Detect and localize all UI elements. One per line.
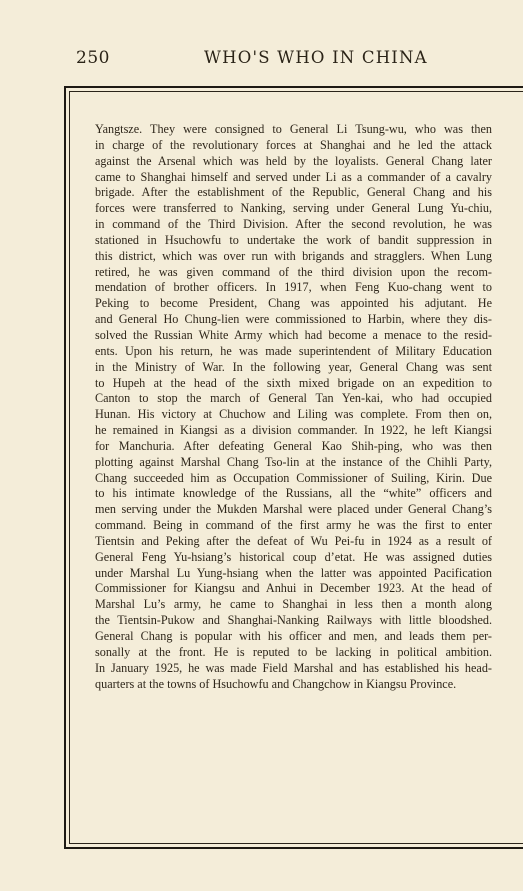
text-line: forces were transferred to Nanking, serving under General Lung Yu-chiu, <box>95 201 492 216</box>
text-line: quarters at the towns of Hsuchowfu and Changchow in Kiangsu Province. <box>95 676 457 691</box>
text-line: plotting against Marshal Chang Tso-lin at the instance of the Chihli Party, <box>95 454 492 469</box>
text-line: Marshal Lu’s army, he came to Shanghai in less then a month along <box>95 597 492 612</box>
text-line: to his intimate knowledge of the Russians, all the “white” officers and <box>95 486 492 501</box>
text-line: brigade. After the establishment of the Republic, General Chang and his <box>95 185 492 200</box>
text-line: Hunan. His victory at Chuchow and Liling was complete. From then on, <box>95 407 492 422</box>
text-line: Peking to become President, Chang was appointed his adjutant. He <box>95 296 492 311</box>
page-number: 250 <box>76 48 110 68</box>
text-line: the Tientsin-Pukow and Shanghai-Nanking Railways with little bloodshed. <box>95 613 492 628</box>
text-line: General Chang is popular with his officer and men, and leads them per- <box>95 629 492 643</box>
text-line: in the Ministry of War. In the following year, General Chang was sent <box>95 359 492 374</box>
text-line: command. Being in command of the first army he was the first to enter <box>95 518 492 533</box>
text-line: and General Ho Chung-lien were commissioned to Harbin, where they dis- <box>95 312 492 327</box>
text-line: Tientsin and Peking after the defeat of Wu Pei-fu in 1924 as a result of <box>95 533 492 548</box>
biography-text <box>95 122 492 692</box>
text-line: retired, he was given command of the third division upon the recom- <box>95 264 492 279</box>
text-line: he remained in Kiangsi as a division commander. In 1922, he left Kiangsi <box>95 423 492 438</box>
text-line: sonally at the front. He is reputed to be lacking in political ambition. <box>95 644 492 659</box>
text-line: Commissioner for Kiangsu and Anhui in December 1923. At the head of <box>95 581 492 596</box>
text-line: Canton to stop the march of General Tan Yen-kai, who had occupied <box>95 391 492 406</box>
page-header <box>0 48 523 70</box>
text-line: Chang succeeded him as Occupation Commissioner of Suiling, Kirin. Due <box>95 470 492 485</box>
text-line: stationed in Hsuchowfu to undertake the work of bandit suppression in <box>95 232 492 247</box>
text-line: for Manchuria. After defeating General Kao Shih-ping, who was then <box>95 438 492 453</box>
text-line: this district, which was over run with brigands and stragglers. When Lung <box>95 248 492 263</box>
text-line: in command of the Third Division. After the second revolution, he was <box>95 217 492 232</box>
running-title: WHO'S WHO IN CHINA <box>204 48 428 67</box>
text-line: Yangtsze. They were consigned to General Li Tsung-wu, who was then <box>95 122 492 136</box>
text-line: solved the Russian White Army which had become a menace to the resid- <box>95 327 492 342</box>
text-line: under Marshal Lu Yung-hsiang when the latter was appointed Pacification <box>95 565 492 580</box>
text-line: came to Shanghai himself and served under Li as a commander of a cavalry <box>95 169 492 184</box>
text-line: mendation of brother officers. In 1917, when Feng Kuo-chang went to <box>95 280 492 295</box>
text-line: against the Arsenal which was held by the loyalists. General Chang later <box>95 153 492 168</box>
text-line: men serving under the Mukden Marshal were placed under General Chang’s <box>95 502 492 517</box>
text-line: General Feng Yu-hsiang’s historical coup d’etat. He was assigned duties <box>95 549 492 564</box>
text-line: in charge of the revolutionary forces at Shanghai and he led the attack <box>95 137 492 152</box>
text-line: ents. Upon his return, he was made superintendent of Military Education <box>95 343 492 358</box>
text-line: In January 1925, he was made Field Marshal and has established his head- <box>95 660 492 675</box>
text-line: to Hupeh at the head of the sixth mixed brigade on an expedition to <box>95 375 492 390</box>
